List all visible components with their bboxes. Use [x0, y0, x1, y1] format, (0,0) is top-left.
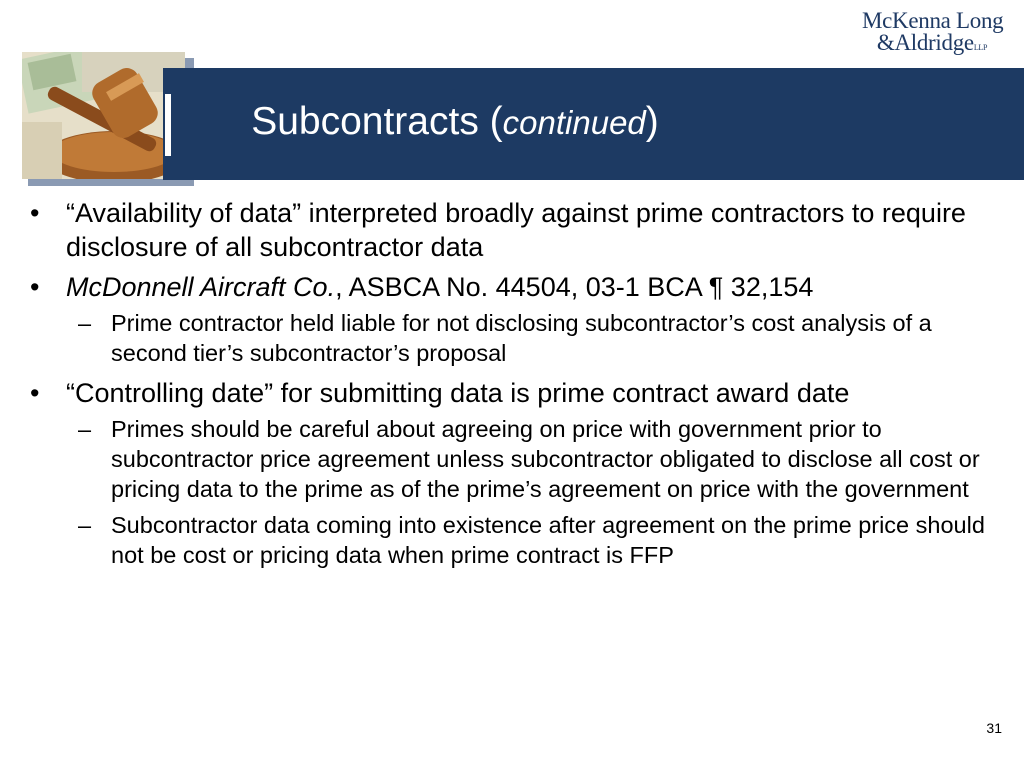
logo-suffix: LLP [973, 43, 988, 52]
bullet-marker: • [30, 378, 40, 408]
logo-line-2 [862, 32, 1002, 59]
case-citation: , ASBCA No. 44504, 03-1 BCA ¶ 32,154 [335, 272, 814, 302]
dash-marker: – [78, 512, 92, 538]
dash-marker: – [78, 310, 92, 336]
gavel-on-money-icon [22, 52, 185, 179]
case-name: McDonnell Aircraft Co. [66, 272, 336, 302]
bullet-marker: • [30, 272, 40, 302]
bullet-text: “Availability of data” interpreted broadly against prime contractors to require disclosure of all subcontractor data [66, 198, 966, 262]
sub-bullet-primes-careful [28, 414, 998, 504]
sub-bullet-text: Primes should be careful about agreeing on price with government prior to subcontractor price agreement unless subcontractor obligated to disclose all cost or pricing data to the prime as of the prime’s agreement on price with the government [111, 416, 980, 502]
title-italic: continued [502, 104, 646, 141]
slide-number: 31 [986, 720, 1002, 736]
bullet-text: “Controlling date” for submitting data is prime contract award date [66, 378, 850, 408]
firm-logo [862, 10, 1002, 59]
slide-content [28, 196, 998, 574]
bullet-controlling-date [28, 376, 998, 410]
bullet-availability [28, 196, 998, 264]
bullet-mcdonnell [28, 270, 998, 304]
gavel-image [22, 52, 185, 179]
logo-line-1: McKenna Long [862, 8, 1004, 33]
sub-bullet-text: Subcontractor data coming into existence after agreement on the prime price should not be cost or pricing data when prime contract is FFP [111, 512, 985, 568]
title-close: ) [645, 100, 659, 143]
dash-marker: – [78, 416, 92, 442]
sub-bullet-liability [28, 308, 998, 368]
bullet-marker: • [30, 198, 40, 228]
sub-bullet-text: Prime contractor held liable for not disclosing subcontractor’s cost analysis of a second tier’s subcontractor’s proposal [111, 310, 932, 366]
logo-line-2-text: &Aldridge [876, 30, 974, 55]
sub-bullet-subcontractor-data [28, 510, 998, 570]
title-divider [165, 94, 171, 156]
slide-title [195, 100, 715, 144]
title-main: Subcontracts ( [251, 100, 503, 143]
